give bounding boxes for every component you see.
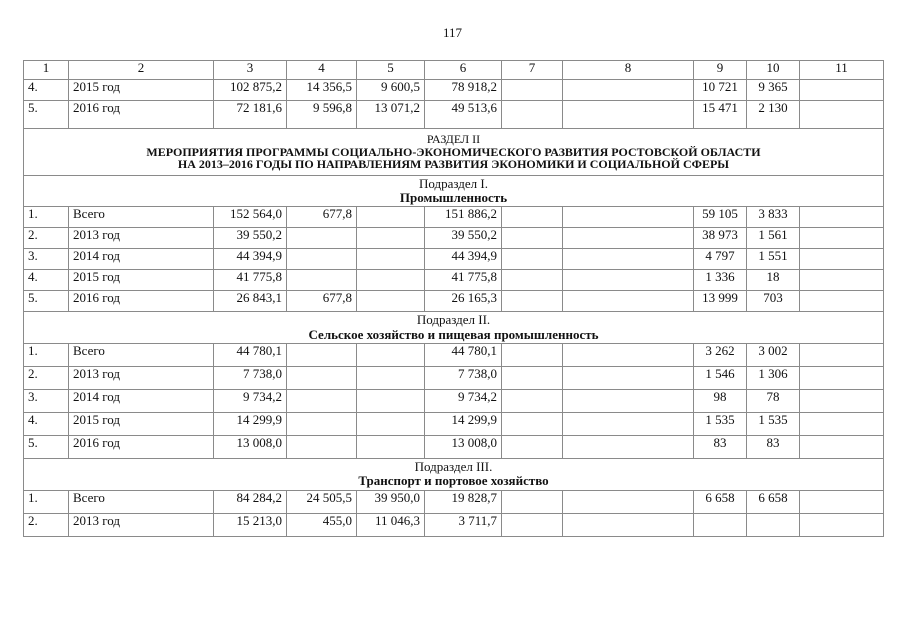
row-label-cell: 2016 год — [69, 291, 214, 312]
subsection-number: Подраздел II. — [416, 312, 491, 328]
value-cell: 3 262 — [694, 343, 747, 366]
value-cell: 7 738,0 — [214, 366, 287, 389]
column-number-cell: 7 — [502, 61, 563, 80]
table-row — [24, 291, 884, 312]
value-cell — [563, 513, 694, 536]
value-cell — [502, 270, 563, 291]
value-cell — [563, 291, 694, 312]
value-cell: 1 535 — [747, 412, 800, 435]
value-cell — [357, 343, 425, 366]
value-cell — [357, 249, 425, 270]
value-cell — [563, 343, 694, 366]
value-cell — [357, 435, 425, 458]
value-cell: 9 600,5 — [357, 80, 425, 101]
value-cell: 44 394,9 — [214, 249, 287, 270]
value-cell — [563, 80, 694, 101]
value-cell — [502, 412, 563, 435]
column-number-cell: 6 — [425, 61, 502, 80]
value-cell: 7 738,0 — [425, 366, 502, 389]
table-row — [24, 207, 884, 228]
row-number-cell: 4. — [24, 412, 69, 435]
value-cell — [287, 270, 357, 291]
value-cell: 3 833 — [747, 207, 800, 228]
section-title-line-1: МЕРОПРИЯТИЯ ПРОГРАММЫ СОЦИАЛЬНО-ЭКОНОМИЧЕСКОГО РАЗВИТИЯ РОСТОВСКОЙ ОБЛАСТИ — [146, 144, 761, 159]
value-cell — [800, 207, 884, 228]
subsection-header-row — [24, 458, 884, 490]
row-label-cell: 2015 год — [69, 80, 214, 101]
value-cell — [287, 435, 357, 458]
value-cell — [800, 228, 884, 249]
column-number-cell: 11 — [800, 61, 884, 80]
table-row — [24, 513, 884, 536]
row-number-cell: 1. — [24, 343, 69, 366]
value-cell — [287, 389, 357, 412]
table-row — [24, 343, 884, 366]
value-cell — [502, 513, 563, 536]
value-cell — [800, 490, 884, 513]
row-number-cell: 2. — [24, 228, 69, 249]
value-cell: 83 — [747, 435, 800, 458]
value-cell — [357, 412, 425, 435]
value-cell: 39 550,2 — [425, 228, 502, 249]
value-cell: 2 130 — [747, 101, 800, 129]
value-cell — [357, 366, 425, 389]
value-cell — [800, 366, 884, 389]
row-number-cell: 3. — [24, 249, 69, 270]
value-cell — [800, 101, 884, 129]
value-cell — [563, 412, 694, 435]
table-row — [24, 228, 884, 249]
row-label-cell: Всего — [69, 490, 214, 513]
row-label-cell: 2015 год — [69, 412, 214, 435]
value-cell: 3 711,7 — [425, 513, 502, 536]
value-cell — [502, 366, 563, 389]
table-row — [24, 270, 884, 291]
value-cell — [502, 249, 563, 270]
row-label-cell: 2013 год — [69, 228, 214, 249]
value-cell: 677,8 — [287, 291, 357, 312]
value-cell: 39 950,0 — [357, 490, 425, 513]
value-cell — [563, 366, 694, 389]
subsection-header — [24, 175, 884, 207]
value-cell — [800, 513, 884, 536]
column-number-cell: 8 — [563, 61, 694, 80]
value-cell: 4 797 — [694, 249, 747, 270]
value-cell — [800, 80, 884, 101]
value-cell: 1 551 — [747, 249, 800, 270]
value-cell: 18 — [747, 270, 800, 291]
row-number-cell: 1. — [24, 207, 69, 228]
value-cell: 152 564,0 — [214, 207, 287, 228]
row-label-cell: 2013 год — [69, 513, 214, 536]
column-number-cell: 10 — [747, 61, 800, 80]
table-row — [24, 490, 884, 513]
value-cell — [357, 207, 425, 228]
row-number-cell: 4. — [24, 80, 69, 101]
value-cell: 9 596,8 — [287, 101, 357, 129]
column-number-cell: 9 — [694, 61, 747, 80]
value-cell: 14 356,5 — [287, 80, 357, 101]
subsection-header — [24, 312, 884, 344]
value-cell: 78 — [747, 389, 800, 412]
value-cell: 19 828,7 — [425, 490, 502, 513]
column-number-cell: 5 — [357, 61, 425, 80]
value-cell — [502, 435, 563, 458]
value-cell — [747, 513, 800, 536]
value-cell: 15 471 — [694, 101, 747, 129]
value-cell: 15 213,0 — [214, 513, 287, 536]
value-cell: 13 071,2 — [357, 101, 425, 129]
value-cell — [800, 389, 884, 412]
value-cell: 6 658 — [694, 490, 747, 513]
table-body — [24, 61, 884, 537]
value-cell: 3 002 — [747, 343, 800, 366]
value-cell — [800, 343, 884, 366]
section-header — [24, 129, 884, 176]
row-label-cell: 2014 год — [69, 389, 214, 412]
subsection-title: Сельское хозяйство и пищевая промышленность — [308, 326, 599, 342]
row-label-cell: 2016 год — [69, 435, 214, 458]
value-cell: 44 780,1 — [214, 343, 287, 366]
table-row — [24, 435, 884, 458]
value-cell: 11 046,3 — [357, 513, 425, 536]
row-number-cell: 2. — [24, 366, 69, 389]
value-cell — [563, 249, 694, 270]
table-row — [24, 366, 884, 389]
subsection-title: Промышленность — [399, 190, 508, 206]
value-cell: 84 284,2 — [214, 490, 287, 513]
section-number: РАЗДЕЛ II — [426, 132, 481, 146]
value-cell — [502, 228, 563, 249]
column-number-cell: 2 — [69, 61, 214, 80]
subsection-number: Подраздел III. — [414, 458, 493, 474]
row-number-cell: 5. — [24, 291, 69, 312]
table-row — [24, 101, 884, 129]
row-label-cell: Всего — [69, 343, 214, 366]
value-cell: 49 513,6 — [425, 101, 502, 129]
value-cell: 455,0 — [287, 513, 357, 536]
column-number-row — [24, 61, 884, 80]
value-cell — [800, 249, 884, 270]
value-cell: 44 394,9 — [425, 249, 502, 270]
value-cell: 151 886,2 — [425, 207, 502, 228]
value-cell: 98 — [694, 389, 747, 412]
subsection-number: Подраздел I. — [419, 175, 488, 191]
value-cell — [800, 270, 884, 291]
value-cell — [502, 389, 563, 412]
row-number-cell: 4. — [24, 270, 69, 291]
table-row — [24, 389, 884, 412]
value-cell: 9 734,2 — [425, 389, 502, 412]
subsection-header-row — [24, 175, 884, 207]
value-cell — [563, 389, 694, 412]
value-cell — [287, 366, 357, 389]
value-cell — [502, 343, 563, 366]
value-cell: 13 008,0 — [425, 435, 502, 458]
value-cell — [694, 513, 747, 536]
row-number-cell: 5. — [24, 101, 69, 129]
value-cell: 9 734,2 — [214, 389, 287, 412]
column-number-cell: 3 — [214, 61, 287, 80]
value-cell: 13 008,0 — [214, 435, 287, 458]
table-row — [24, 249, 884, 270]
value-cell: 13 999 — [694, 291, 747, 312]
value-cell: 41 775,8 — [214, 270, 287, 291]
value-cell: 59 105 — [694, 207, 747, 228]
value-cell — [357, 389, 425, 412]
value-cell — [800, 412, 884, 435]
value-cell: 1 535 — [694, 412, 747, 435]
data-table — [23, 60, 884, 537]
value-cell — [287, 228, 357, 249]
value-cell: 1 546 — [694, 366, 747, 389]
value-cell: 14 299,9 — [214, 412, 287, 435]
value-cell: 677,8 — [287, 207, 357, 228]
value-cell: 703 — [747, 291, 800, 312]
row-number-cell: 3. — [24, 389, 69, 412]
value-cell: 72 181,6 — [214, 101, 287, 129]
value-cell: 9 365 — [747, 80, 800, 101]
value-cell — [563, 207, 694, 228]
value-cell — [357, 270, 425, 291]
subsection-title: Транспорт и портовое хозяйство — [358, 473, 549, 489]
value-cell: 1 561 — [747, 228, 800, 249]
row-number-cell: 5. — [24, 435, 69, 458]
value-cell — [563, 270, 694, 291]
value-cell: 102 875,2 — [214, 80, 287, 101]
value-cell: 10 721 — [694, 80, 747, 101]
value-cell — [502, 101, 563, 129]
page-number: 117 — [442, 25, 463, 40]
value-cell: 26 843,1 — [214, 291, 287, 312]
value-cell — [287, 412, 357, 435]
row-label-cell: 2013 год — [69, 366, 214, 389]
value-cell: 39 550,2 — [214, 228, 287, 249]
value-cell — [563, 228, 694, 249]
value-cell: 1 336 — [694, 270, 747, 291]
value-cell — [563, 490, 694, 513]
value-cell — [563, 435, 694, 458]
subsection-header — [24, 458, 884, 490]
value-cell: 24 505,5 — [287, 490, 357, 513]
value-cell: 14 299,9 — [425, 412, 502, 435]
table-row — [24, 80, 884, 101]
row-label-cell: 2014 год — [69, 249, 214, 270]
value-cell — [502, 291, 563, 312]
value-cell — [502, 490, 563, 513]
row-number-cell: 1. — [24, 490, 69, 513]
value-cell — [357, 291, 425, 312]
value-cell — [287, 249, 357, 270]
value-cell — [502, 207, 563, 228]
row-label-cell: Всего — [69, 207, 214, 228]
value-cell — [287, 343, 357, 366]
row-number-cell: 2. — [24, 513, 69, 536]
value-cell — [563, 101, 694, 129]
value-cell — [357, 228, 425, 249]
value-cell: 1 306 — [747, 366, 800, 389]
value-cell: 6 658 — [747, 490, 800, 513]
value-cell: 83 — [694, 435, 747, 458]
value-cell — [800, 291, 884, 312]
value-cell: 41 775,8 — [425, 270, 502, 291]
value-cell — [800, 435, 884, 458]
row-label-cell: 2015 год — [69, 270, 214, 291]
section-header-row — [24, 129, 884, 176]
value-cell: 38 973 — [694, 228, 747, 249]
value-cell: 26 165,3 — [425, 291, 502, 312]
column-number-cell: 4 — [287, 61, 357, 80]
value-cell: 78 918,2 — [425, 80, 502, 101]
value-cell: 44 780,1 — [425, 343, 502, 366]
table-row — [24, 412, 884, 435]
subsection-header-row — [24, 312, 884, 344]
value-cell — [502, 80, 563, 101]
column-number-cell: 1 — [24, 61, 69, 80]
section-title-line-2: НА 2013–2016 ГОДЫ ПО НАПРАВЛЕНИЯМ РАЗВИТИЯ ЭКОНОМИКИ И СОЦИАЛЬНОЙ СФЕРЫ — [177, 157, 730, 172]
row-label-cell: 2016 год — [69, 101, 214, 129]
